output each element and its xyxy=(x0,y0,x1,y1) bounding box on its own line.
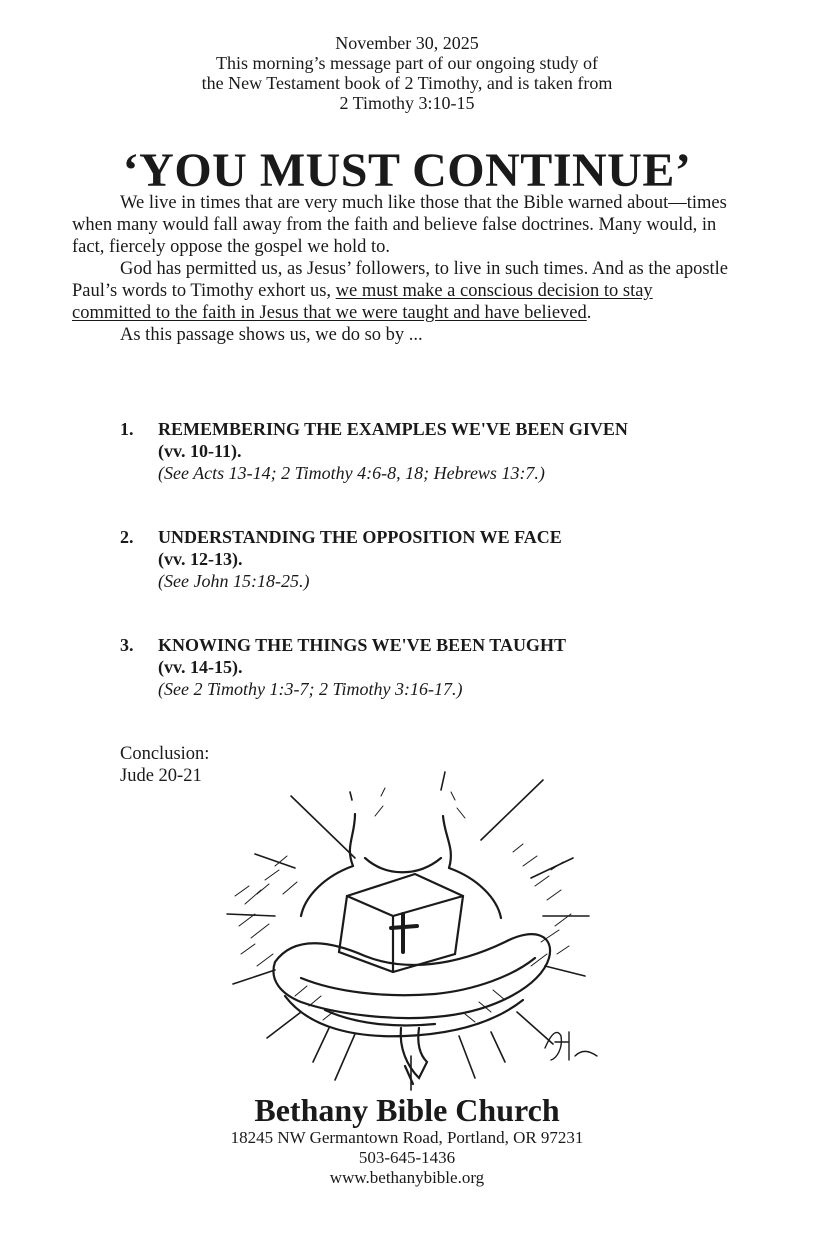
background-hatching xyxy=(235,788,571,1022)
intro-paragraph-1: We live in times that are very much like those that the Bible warned about—times when many would fall away from the faith and believe false doctrines. Many would, in fact, fiercely oppose the gospel we hold to. xyxy=(72,193,727,257)
church-website: www.bethanybible.org xyxy=(329,1168,485,1187)
church-name: Bethany Bible Church xyxy=(254,1092,560,1128)
sermon-title: ‘YOU MUST CONTINUE’ xyxy=(122,144,692,197)
point-heading: REMEMBERING THE EXAMPLES WE'VE BEEN GIVEN xyxy=(158,419,628,439)
artist-signature-mark xyxy=(545,1032,597,1060)
scripture-reference: 2 Timothy 3:10-15 xyxy=(339,93,475,113)
key-statement-underlined: we must make a conscious decision to stay committed to the faith in Jesus that we were taught and have believed xyxy=(72,281,653,323)
paragraph-2-start: God has permitted us, as Jesus’ followers, to live in such times. And as the apostle Paul’s words to Timothy exhort us, xyxy=(72,259,729,301)
church-address: 18245 NW Germantown Road, Portland, OR 97231 xyxy=(230,1128,584,1147)
point-reference: (See John 15:18-25.) xyxy=(158,571,310,591)
point-number: 3. xyxy=(120,635,134,655)
point-number: 1. xyxy=(120,419,134,439)
sermon-intro xyxy=(72,192,732,346)
point-reference: (See 2 Timothy 1:3-7; 2 Timothy 3:16-17.) xyxy=(158,679,463,699)
conclusion xyxy=(120,743,209,787)
point-heading: KNOWING THE THINGS WE'VE BEEN TAUGHT xyxy=(158,635,566,655)
intro-line-2: the New Testament book of 2 Timothy, and is taken from xyxy=(201,73,613,93)
paragraph-2-end: . xyxy=(586,303,592,323)
conclusion-reference: Jude 20-21 xyxy=(120,766,202,786)
church-phone: 503-645-1436 xyxy=(358,1148,456,1167)
point-verses: (vv. 14-15). xyxy=(158,657,243,677)
church-footer xyxy=(0,1092,814,1188)
point-heading: UNDERSTANDING THE OPPOSITION WE FACE xyxy=(158,527,562,547)
bible-held-to-chest-illustration xyxy=(205,766,615,1096)
figure-outline xyxy=(273,814,550,1084)
conclusion-label: Conclusion: xyxy=(120,744,210,764)
radiating-lines xyxy=(227,772,589,1090)
header xyxy=(0,33,814,113)
intro-line-1: This morning’s message part of our ongoing study of xyxy=(216,53,598,73)
intro-paragraph-2 xyxy=(72,258,732,324)
date: November 30, 2025 xyxy=(335,33,479,53)
point-verses: (vv. 10-11). xyxy=(158,441,242,461)
point-verses: (vv. 12-13). xyxy=(158,549,243,569)
point-reference: (See Acts 13-14; 2 Timothy 4:6-8, 18; Hebrews 13:7.) xyxy=(158,463,545,483)
intro-paragraph-3: As this passage shows us, we do so by ... xyxy=(120,325,423,345)
point-number: 2. xyxy=(120,527,134,547)
